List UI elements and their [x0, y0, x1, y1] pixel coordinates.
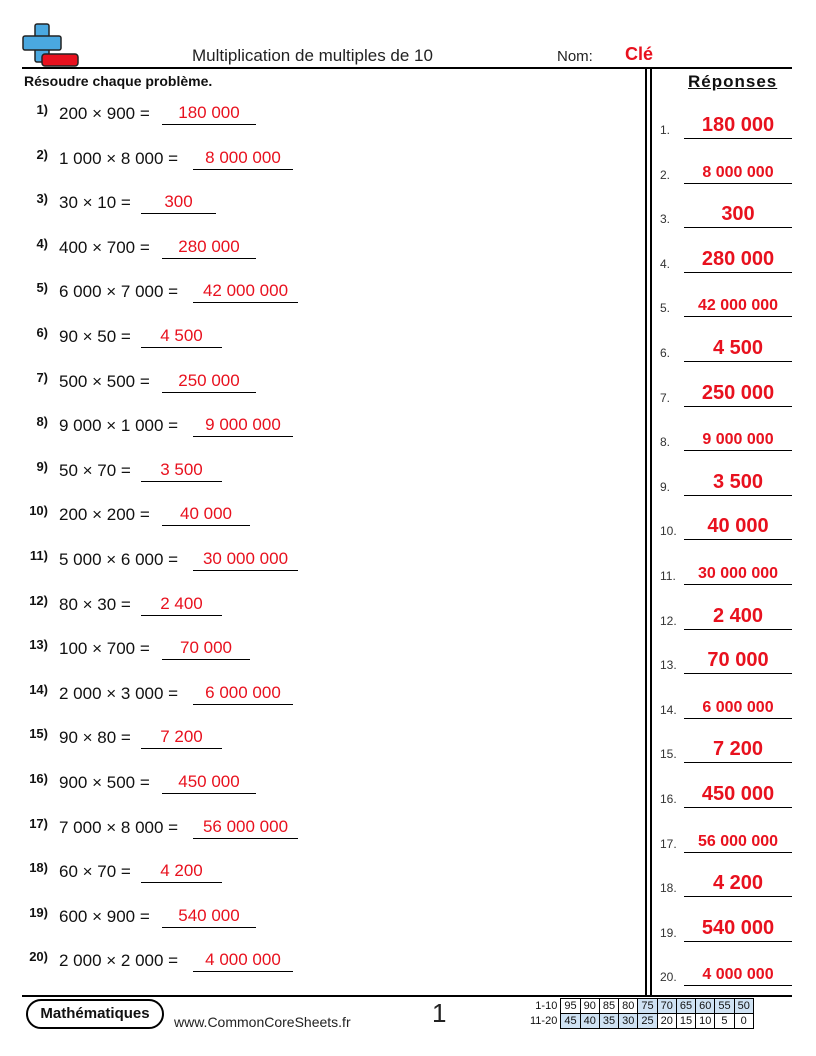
answer-blank	[193, 281, 298, 303]
score-cell: 25	[638, 1014, 657, 1029]
score-cell: 45	[561, 1014, 580, 1029]
problem-number: 11)	[29, 548, 48, 563]
page-title: Multiplication de multiples de 10	[192, 46, 433, 65]
score-cell: 90	[580, 999, 599, 1014]
answers-title: Réponses	[688, 72, 778, 91]
score-cell: 10	[696, 1014, 715, 1029]
score-cell: 35	[599, 1014, 618, 1029]
answer-key-number: 14.	[660, 702, 677, 717]
answer-key-item	[660, 910, 792, 942]
problem-number: 15)	[29, 726, 48, 742]
answer-key-number: 17.	[660, 836, 677, 851]
answer-blank	[193, 147, 293, 170]
answer-key-number: 3.	[660, 212, 671, 227]
problem-number: 1)	[36, 102, 48, 117]
answer-key-line	[684, 852, 792, 853]
answer-key-item	[660, 598, 792, 630]
answer-key-item	[660, 375, 792, 407]
answer-key-value: 40 000	[707, 515, 769, 538]
answer-key-number: 18.	[660, 881, 677, 896]
problem-item	[0, 325, 640, 355]
score-row-label: 11-20	[530, 1015, 558, 1027]
problem-number: 14)	[29, 681, 48, 697]
answer-key-item	[660, 954, 792, 986]
problem-item	[0, 370, 640, 400]
problem-item	[0, 726, 640, 756]
answer-key-value: 280 000	[701, 247, 775, 270]
answer-key-number: 4.	[660, 256, 671, 271]
score-cell: 80	[619, 999, 638, 1014]
name-label: Nom:	[557, 48, 593, 65]
problem-expression: 500 × 500 =	[59, 371, 150, 391]
problem-expression: 900 × 500 =	[59, 773, 150, 792]
plus-minus-logo-icon	[22, 22, 80, 68]
answer-key-line	[684, 450, 792, 451]
problem-number: 7)	[36, 369, 48, 385]
instructions: Résoudre chaque problème.	[24, 73, 213, 89]
answer-key-number: 13.	[660, 658, 677, 673]
footer-divider	[22, 995, 792, 997]
score-cell: 65	[676, 999, 695, 1014]
answer-key-item	[660, 508, 792, 540]
answer-blank	[162, 638, 250, 660]
answer-key-value: 2 400	[712, 604, 764, 627]
problem-number: 19)	[29, 904, 48, 920]
problem-answer: 30 000 000	[202, 549, 289, 568]
problem-item	[0, 905, 640, 935]
problem-answer: 540 000	[178, 905, 240, 925]
problem-number: 18)	[29, 860, 48, 876]
answer-key-value: 4 500	[712, 337, 764, 359]
answer-key-line	[684, 584, 792, 585]
answer-key-number: 1.	[660, 123, 671, 137]
answer-key-line	[684, 762, 792, 763]
answer-key-value: 30 000 000	[697, 565, 779, 582]
problem-number: 9)	[36, 458, 48, 474]
answer-key-value: 6 000 000	[702, 698, 774, 716]
problem-item	[0, 414, 640, 444]
answer-blank	[141, 326, 222, 348]
problem-item	[0, 682, 640, 712]
problem-item	[0, 280, 640, 310]
name-value: Clé	[625, 44, 654, 64]
problem-answer: 9 000 000	[205, 415, 281, 435]
answer-key-item	[660, 419, 792, 451]
answer-key-item	[660, 731, 792, 763]
problem-expression: 200 × 900 =	[59, 104, 150, 123]
score-row	[530, 999, 753, 1014]
answer-key-number: 10.	[660, 524, 677, 539]
answer-key-number: 11.	[660, 569, 676, 583]
answer-key-item	[660, 821, 792, 853]
answer-blank	[193, 415, 293, 437]
problem-number: 8)	[36, 414, 48, 430]
answer-key-line	[684, 361, 792, 362]
website-link[interactable]: www.CommonCoreSheets.fr	[174, 1014, 351, 1030]
answer-key-item	[660, 687, 792, 719]
answer-key-value: 180 000	[701, 114, 775, 136]
problem-answer: 450 000	[178, 772, 240, 791]
answer-key-number: 15.	[660, 747, 677, 762]
problem-answer: 3 500	[160, 459, 203, 479]
problem-answer: 4 200	[160, 861, 203, 881]
answer-key-number: 12.	[660, 613, 677, 628]
problem-answer: 70 000	[180, 638, 232, 658]
answer-blank	[141, 727, 222, 749]
problem-expression: 2 000 × 3 000 =	[59, 683, 179, 703]
problem-answer: 7 200	[160, 727, 203, 747]
answer-key-item	[660, 285, 792, 317]
problem-number: 4)	[36, 235, 48, 251]
score-cell: 70	[657, 999, 676, 1014]
answer-key-number: 16.	[660, 792, 677, 806]
problem-number: 2)	[36, 146, 48, 162]
answer-key-number: 9.	[660, 479, 671, 494]
problem-expression: 60 × 70 =	[59, 862, 131, 882]
score-cell: 20	[657, 1014, 676, 1029]
answer-key-line	[684, 985, 792, 986]
answer-key-line	[684, 629, 792, 630]
answer-key-number: 7.	[660, 390, 671, 405]
problem-item	[0, 637, 640, 667]
answer-key-line	[684, 673, 792, 674]
answer-key-item	[660, 865, 792, 897]
answer-key-item	[660, 107, 792, 139]
problem-number: 6)	[36, 325, 48, 340]
answer-key-item	[660, 464, 792, 496]
answer-key-value: 70 000	[707, 649, 769, 672]
problem-expression: 5 000 × 6 000 =	[59, 550, 179, 569]
answer-key-number: 6.	[660, 346, 671, 360]
problem-expression: 100 × 700 =	[59, 639, 150, 659]
answer-blank	[141, 593, 222, 616]
problem-number: 13)	[29, 637, 48, 653]
problem-item	[0, 949, 640, 979]
answer-blank	[162, 905, 256, 928]
problem-item	[0, 147, 640, 177]
answer-key-line	[684, 896, 792, 897]
score-table	[530, 998, 754, 1029]
answer-key-value: 250 000	[701, 381, 775, 404]
answer-key-item	[660, 553, 792, 585]
problem-expression: 200 × 200 =	[59, 505, 150, 525]
answer-key-item	[660, 776, 792, 808]
problem-answer: 6 000 000	[205, 682, 281, 702]
problem-number: 10)	[29, 503, 48, 519]
problem-expression: 30 × 10 =	[59, 193, 131, 213]
answer-key-value: 56 000 000	[697, 832, 779, 850]
problem-answer: 2 400	[160, 593, 203, 613]
problem-number: 16)	[29, 771, 48, 786]
problem-expression: 400 × 700 =	[59, 237, 150, 257]
answer-key-item	[660, 330, 792, 362]
problem-answer: 180 000	[178, 103, 240, 122]
problem-item	[0, 459, 640, 489]
answer-key-line	[684, 539, 792, 540]
answer-blank	[141, 459, 222, 482]
answer-key-line	[684, 138, 792, 139]
answer-key-number: 5.	[660, 301, 671, 316]
answer-key-value: 540 000	[701, 916, 775, 939]
problem-number: 3)	[36, 191, 48, 207]
score-cell: 30	[619, 1014, 638, 1029]
problem-item	[0, 548, 640, 578]
answer-key-value: 8 000 000	[702, 163, 774, 181]
problem-expression: 7 000 × 8 000 =	[59, 817, 179, 837]
problem-item	[0, 191, 640, 221]
problem-expression: 2 000 × 2 000 =	[59, 951, 179, 971]
problem-item	[0, 860, 640, 890]
answer-key-line	[684, 183, 792, 184]
answer-blank	[162, 772, 256, 794]
problem-expression: 600 × 900 =	[59, 906, 150, 926]
score-cell: 5	[715, 1014, 734, 1029]
score-cell: 0	[734, 1014, 753, 1029]
header-divider	[22, 67, 792, 69]
problem-item	[0, 102, 640, 132]
answer-blank	[162, 103, 256, 125]
answer-blank	[162, 370, 256, 393]
answer-key-line	[684, 272, 792, 273]
answer-key-value: 450 000	[701, 783, 775, 805]
answer-key-line	[684, 807, 792, 808]
answer-key-item	[660, 241, 792, 273]
answer-key-value: 9 000 000	[702, 431, 774, 449]
problem-expression: 6 000 × 7 000 =	[59, 282, 179, 302]
score-cell: 50	[734, 999, 753, 1014]
score-row	[530, 1014, 753, 1029]
problem-number: 17)	[29, 815, 48, 831]
problem-answer: 56 000 000	[202, 816, 289, 836]
brand-badge: Mathématiques	[26, 999, 164, 1029]
problem-answer: 40 000	[180, 504, 232, 524]
score-cell: 85	[599, 999, 618, 1014]
problem-item	[0, 593, 640, 623]
answer-blank	[193, 950, 293, 972]
problem-number: 5)	[36, 280, 48, 296]
problem-answer: 300	[164, 192, 193, 212]
answer-key-value: 42 000 000	[697, 297, 779, 315]
problem-item	[0, 236, 640, 266]
problem-answer: 250 000	[178, 370, 240, 390]
answer-key-item	[660, 152, 792, 184]
answer-key-value: 7 200	[712, 738, 764, 761]
answer-key-value: 4 000 000	[702, 966, 774, 984]
column-divider	[650, 68, 652, 996]
problem-expression: 90 × 80 =	[59, 728, 131, 748]
answer-blank	[193, 549, 298, 571]
problem-answer: 280 000	[178, 236, 240, 256]
score-cell: 40	[580, 1014, 599, 1029]
answer-key-number: 2.	[660, 167, 671, 182]
answer-key-item	[660, 642, 792, 674]
answer-key-line	[684, 316, 792, 317]
answer-key-line	[684, 718, 792, 719]
answer-blank	[162, 504, 250, 526]
answer-key-value: 3 500	[712, 470, 764, 493]
problem-answer: 4 500	[160, 326, 203, 345]
answer-key-line	[684, 406, 792, 407]
answer-blank	[193, 682, 293, 705]
column-divider	[645, 68, 647, 996]
problem-answer: 42 000 000	[202, 281, 289, 301]
answer-key-number: 8.	[660, 435, 671, 450]
score-cell: 15	[676, 1014, 695, 1029]
answer-key-value: 300	[721, 203, 755, 226]
score-row-label: 1-10	[535, 1000, 558, 1012]
problem-expression: 50 × 70 =	[59, 460, 131, 480]
answer-key-line	[684, 495, 792, 496]
answer-blank	[141, 861, 222, 883]
page-number: 1	[432, 998, 447, 1028]
answer-key-line	[684, 941, 792, 942]
answer-key-number: 19.	[660, 925, 677, 940]
problem-answer: 4 000 000	[205, 950, 281, 970]
problem-expression: 1 000 × 8 000 =	[59, 148, 179, 168]
problem-item	[0, 816, 640, 846]
answer-blank	[162, 236, 256, 259]
answer-blank	[193, 816, 298, 839]
answer-blank	[141, 192, 216, 214]
score-cell: 55	[715, 999, 734, 1014]
score-cell: 95	[561, 999, 580, 1014]
score-cell: 75	[638, 999, 657, 1014]
problem-item	[0, 771, 640, 801]
answer-key-number: 20.	[660, 970, 677, 985]
problem-item	[0, 503, 640, 533]
problem-number: 20)	[29, 949, 48, 965]
problem-number: 12)	[29, 592, 48, 608]
problem-expression: 90 × 50 =	[59, 327, 131, 346]
answer-key-value: 4 200	[712, 872, 764, 895]
problem-expression: 9 000 × 1 000 =	[59, 416, 179, 436]
answer-key-item	[660, 196, 792, 228]
problem-expression: 80 × 30 =	[59, 594, 131, 614]
score-cell: 60	[696, 999, 715, 1014]
problem-answer: 8 000 000	[205, 147, 281, 167]
answer-key-line	[684, 227, 792, 228]
